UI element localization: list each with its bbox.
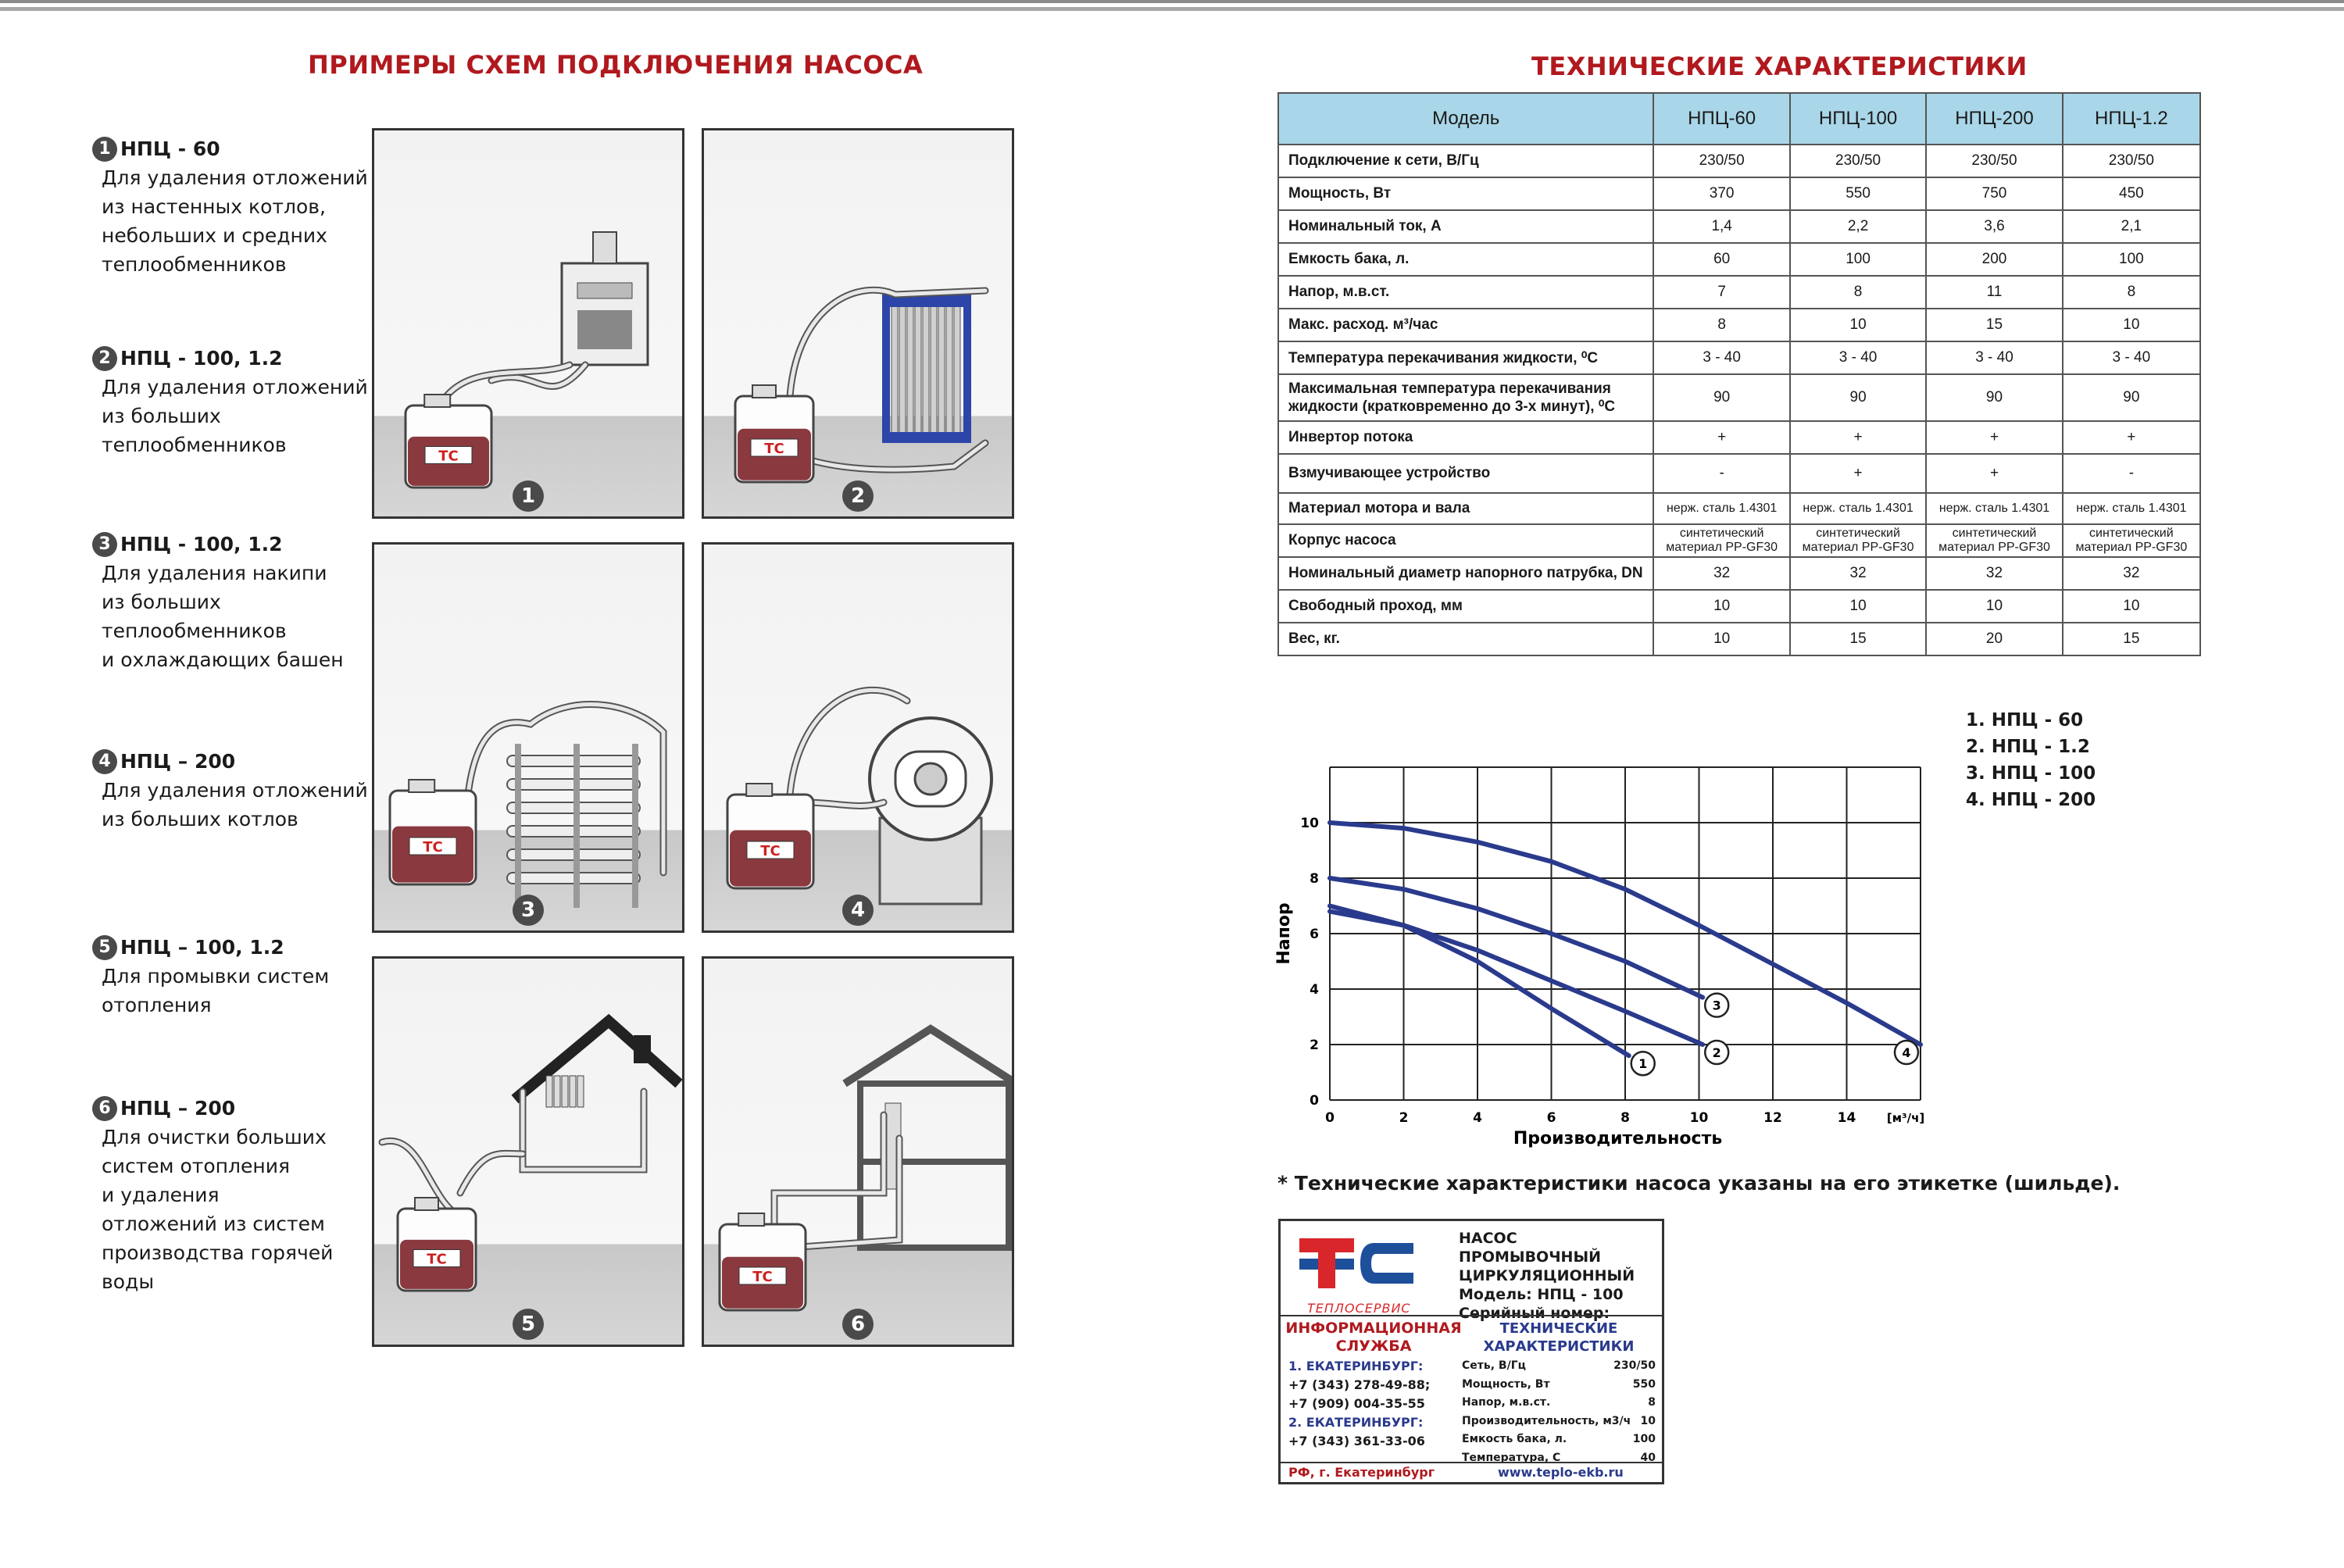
panel-number-badge: 6 — [842, 1309, 874, 1340]
x-tick-label: 10 — [1689, 1110, 1709, 1126]
tech-row-value: 10 — [1640, 1414, 1656, 1427]
spec-cell: 3 - 40 — [1653, 341, 1789, 374]
legend-item: 3. НПЦ - 100 — [1966, 763, 2096, 784]
example-title — [92, 933, 373, 962]
y-tick-label: 10 — [1300, 816, 1319, 831]
spec-row-label: Взмучивающее устройство — [1278, 454, 1653, 493]
spec-cell: 32 — [1926, 557, 2062, 590]
info-lines — [1288, 1357, 1430, 1451]
info-line: 1. ЕКАТЕРИНБУРГ: — [1288, 1359, 1424, 1373]
spec-row-label: Номинальный диаметр напорного патрубка, DN — [1278, 557, 1653, 590]
example-text-line: теплообменников — [102, 253, 287, 276]
spec-cell: 230/50 — [1653, 145, 1789, 177]
spec-table — [1277, 92, 2201, 656]
spec-row-label: Подключение к сети, В/Гц — [1278, 145, 1653, 177]
example-number-badge: 3 — [92, 532, 117, 557]
spec-row-label: Макс. расход. м³/час — [1278, 309, 1653, 341]
curve-series-3 — [1330, 878, 1703, 998]
spec-row — [1278, 623, 2200, 655]
scheme-drawing-6 — [704, 959, 1012, 1345]
tech-row — [1462, 1394, 1656, 1413]
x-tick-label: 4 — [1473, 1110, 1482, 1126]
info-line: +7 (343) 361-33-06 — [1288, 1434, 1425, 1448]
spec-cell: 8 — [1790, 276, 1926, 309]
curve-end-label: 3 — [1712, 998, 1721, 1013]
product-line-1: НАСОС ПРОМЫВОЧНЫЙ — [1459, 1230, 1602, 1266]
spec-cell: 60 — [1653, 243, 1789, 276]
scheme-drawing-5 — [374, 959, 682, 1345]
spec-cell: нерж. сталь 1.4301 — [1926, 493, 2062, 524]
legend-item: 4. НПЦ - 200 — [1966, 790, 2096, 810]
logo-mark-icon — [1296, 1232, 1421, 1302]
example-5 — [92, 933, 373, 1020]
tank-logo: ТС — [427, 1251, 447, 1268]
spec-header-cell: НПЦ-1.2 — [2063, 93, 2200, 145]
spec-row-label: Максимальная температура перекачивания жидкости (кратковременно до 3-х минут), ⁰С — [1278, 374, 1653, 421]
tech-row-key: Температура, С — [1462, 1451, 1561, 1464]
teploservis-logo — [1296, 1232, 1421, 1318]
spec-header-cell: НПЦ-100 — [1790, 93, 1926, 145]
x-tick-label: 0 — [1325, 1110, 1335, 1126]
curve-end-label: 2 — [1712, 1045, 1721, 1060]
example-text-line: Для удаления отложений — [102, 166, 368, 189]
spec-cell: 10 — [1653, 590, 1789, 623]
spec-cell: нерж. сталь 1.4301 — [2063, 493, 2200, 524]
example-title — [92, 530, 373, 559]
example-text-line: небольших и средних — [102, 224, 327, 247]
spec-cell: 1,4 — [1653, 210, 1789, 243]
spec-row — [1278, 145, 2200, 177]
spec-row — [1278, 177, 2200, 210]
spec-cell: 200 — [1926, 243, 2062, 276]
spec-cell: + — [1926, 421, 2062, 454]
legend-item: 1. НПЦ - 60 — [1966, 710, 2084, 730]
spec-row — [1278, 454, 2200, 493]
spec-cell: 370 — [1653, 177, 1789, 210]
example-text-line: и охлаждающих башен — [102, 648, 344, 671]
spec-row — [1278, 374, 2200, 421]
spec-row — [1278, 421, 2200, 454]
spec-cell: 8 — [2063, 276, 2200, 309]
spec-header-cell: Модель — [1278, 93, 1653, 145]
curve-end-label: 1 — [1638, 1056, 1648, 1072]
example-model: НПЦ – 200 — [120, 750, 236, 773]
chart-legend — [1966, 707, 2096, 813]
spec-cell: 15 — [2063, 623, 2200, 655]
example-text-line: отопления — [102, 994, 212, 1016]
scheme-drawing-1 — [374, 130, 682, 516]
curve-series-2 — [1330, 912, 1703, 1045]
tank-logo: ТС — [764, 441, 784, 457]
footer-website: www.teplo-ekb.ru — [1498, 1465, 1624, 1480]
spec-cell: 20 — [1926, 623, 2062, 655]
spec-cell: 230/50 — [1926, 145, 2062, 177]
spec-cell: 10 — [2063, 309, 2200, 341]
serial-number: Серийный номер: — [1459, 1305, 1610, 1322]
example-text-line: Для удаления отложений — [102, 376, 368, 398]
y-tick-label: 2 — [1310, 1038, 1319, 1053]
nameplate — [1278, 1219, 1664, 1484]
spec-row-label: Корпус насоса — [1278, 524, 1653, 557]
example-text-line: из больших — [102, 405, 221, 427]
y-tick-label: 6 — [1310, 927, 1319, 942]
example-number-badge: 4 — [92, 749, 117, 774]
top-rule — [0, 0, 2344, 17]
example-2 — [92, 344, 373, 459]
spec-cell: - — [2063, 454, 2200, 493]
example-number-badge: 6 — [92, 1096, 117, 1121]
tank-logo: ТС — [438, 448, 459, 465]
spec-row — [1278, 276, 2200, 309]
tech-row — [1462, 1357, 1656, 1376]
example-text-line: Для удаления накипи — [102, 562, 327, 584]
example-text-line: производства горячей — [102, 1241, 334, 1264]
spec-cell: + — [1653, 421, 1789, 454]
spec-cell: 3 - 40 — [1926, 341, 2062, 374]
logo-name: ТЕПЛОСЕРВИС — [1307, 1301, 1411, 1316]
spec-cell: 11 — [1926, 276, 2062, 309]
example-text-line: воды — [102, 1270, 155, 1293]
right-page-title: ТЕХНИЧЕСКИЕ ХАРАКТЕРИСТИКИ — [1531, 52, 2028, 81]
scheme-drawing-4 — [704, 545, 1012, 930]
spec-cell: 90 — [1926, 374, 2062, 421]
spec-cell: нерж. сталь 1.4301 — [1790, 493, 1926, 524]
spec-cell: 90 — [2063, 374, 2200, 421]
example-number-badge: 1 — [92, 137, 117, 162]
spec-row-label: Емкость бака, л. — [1278, 243, 1653, 276]
tech-row-value: 8 — [1648, 1396, 1656, 1409]
tech-row-value: 100 — [1632, 1433, 1656, 1445]
y-tick-label: 0 — [1310, 1093, 1319, 1109]
diagram-panel-2 — [702, 128, 1014, 519]
legend-item: 2. НПЦ - 1.2 — [1966, 737, 2090, 757]
y-axis-label: Напор — [1274, 902, 1294, 965]
info-line: 2. ЕКАТЕРИНБУРГ: — [1288, 1415, 1424, 1430]
spec-row-label: Инвертор потока — [1278, 421, 1653, 454]
x-tick-label: 12 — [1763, 1110, 1782, 1126]
tech-row-value: 550 — [1632, 1377, 1656, 1391]
scheme-drawing-2 — [704, 130, 1012, 516]
spec-row-label: Мощность, Вт — [1278, 177, 1653, 210]
tech-rows — [1462, 1357, 1656, 1467]
example-model: НПЦ - 100, 1.2 — [120, 533, 283, 555]
spec-cell: 90 — [1790, 374, 1926, 421]
spec-cell: 3 - 40 — [2063, 341, 2200, 374]
spec-row-label: Номинальный ток, А — [1278, 210, 1653, 243]
spec-row — [1278, 243, 2200, 276]
spec-cell: 15 — [1790, 623, 1926, 655]
diagram-panel-5 — [372, 956, 684, 1347]
spec-header-cell: НПЦ-200 — [1926, 93, 2062, 145]
spec-cell: 10 — [2063, 590, 2200, 623]
spec-cell: 10 — [1926, 590, 2062, 623]
spec-row — [1278, 590, 2200, 623]
example-model: НПЦ - 100, 1.2 — [120, 347, 283, 370]
x-tick-label: 2 — [1399, 1110, 1409, 1126]
y-tick-label: 4 — [1310, 982, 1319, 998]
spec-cell: 10 — [1790, 309, 1926, 341]
example-1 — [92, 134, 373, 279]
x-tick-label: 14 — [1837, 1110, 1856, 1126]
spec-cell: + — [2063, 421, 2200, 454]
spec-cell: 8 — [1653, 309, 1789, 341]
spec-cell: нерж. сталь 1.4301 — [1653, 493, 1789, 524]
spec-cell: синтетический материал PP-GF30 — [2063, 524, 2200, 557]
spec-cell: 750 — [1926, 177, 2062, 210]
example-text-line: систем отопления — [102, 1155, 290, 1177]
example-text-line: и удаления — [102, 1184, 220, 1206]
spec-cell: синтетический материал PP-GF30 — [1926, 524, 2062, 557]
spec-cell: 2,2 — [1790, 210, 1926, 243]
example-text-line: из настенных котлов, — [102, 195, 326, 218]
x-unit-label: [м³/ч] — [1886, 1111, 1925, 1125]
example-text-line: из больших котлов — [102, 808, 298, 830]
panel-number-badge: 5 — [513, 1309, 544, 1340]
example-model: НПЦ – 200 — [120, 1097, 236, 1120]
tech-row-key: Сеть, В/Гц — [1462, 1359, 1527, 1372]
diagram-panel-4 — [702, 542, 1014, 933]
example-text-line: Для удаления отложений — [102, 779, 368, 802]
spec-cell: 10 — [1653, 623, 1789, 655]
example-3 — [92, 530, 373, 674]
example-title — [92, 1094, 373, 1123]
example-title — [92, 344, 373, 373]
info-title-1: ИНФОРМАЦИОННАЯ — [1285, 1320, 1462, 1337]
spec-cell: 2,1 — [2063, 210, 2200, 243]
spec-row — [1278, 341, 2200, 374]
example-model: НПЦ - 60 — [120, 138, 220, 160]
pump-curve-chart — [1266, 688, 1953, 1148]
y-tick-label: 8 — [1310, 871, 1319, 887]
tank-logo: ТС — [423, 839, 443, 855]
example-6 — [92, 1094, 373, 1296]
diagram-panel-6 — [702, 956, 1014, 1347]
spec-cell: 100 — [2063, 243, 2200, 276]
panel-number-badge: 1 — [513, 480, 544, 512]
info-line: +7 (909) 004-35-55 — [1288, 1396, 1425, 1411]
tech-row-value: 230/50 — [1613, 1359, 1656, 1372]
spec-row-label: Температура перекачивания жидкости, ⁰С — [1278, 341, 1653, 374]
panel-number-badge: 2 — [842, 480, 874, 512]
tech-row-key: Напор, м.в.ст. — [1462, 1396, 1551, 1409]
spec-cell: 230/50 — [2063, 145, 2200, 177]
example-model: НПЦ – 100, 1.2 — [120, 936, 284, 959]
spec-table-body — [1278, 145, 2200, 655]
x-tick-label: 6 — [1546, 1110, 1556, 1126]
info-title-2: СЛУЖБА — [1335, 1338, 1412, 1355]
spec-cell: 3 - 40 — [1790, 341, 1926, 374]
tech-row — [1462, 1376, 1656, 1395]
spec-cell: 230/50 — [1790, 145, 1926, 177]
spec-row-label: Напор, м.в.ст. — [1278, 276, 1653, 309]
spec-row — [1278, 493, 2200, 524]
footer-location: РФ, г. Екатеринбург — [1288, 1465, 1435, 1480]
tech-row-key: Производительность, м3/ч — [1462, 1414, 1631, 1427]
spec-cell: синтетический материал PP-GF30 — [1653, 524, 1789, 557]
example-text-line: теплообменников — [102, 434, 287, 456]
spec-cell: 32 — [1790, 557, 1926, 590]
example-text-line: Для промывки систем — [102, 965, 330, 988]
spec-cell: синтетический материал PP-GF30 — [1790, 524, 1926, 557]
tech-title-2: ХАРАКТЕРИСТИКИ — [1483, 1338, 1635, 1355]
info-line: +7 (343) 278-49-88; — [1288, 1377, 1431, 1392]
diagram-panel-3 — [372, 542, 684, 933]
example-text-line: теплообменников — [102, 620, 287, 642]
tech-row-value: 40 — [1640, 1451, 1656, 1464]
tech-row-key: Мощность, Вт — [1462, 1377, 1550, 1391]
curve-end-label: 4 — [1902, 1045, 1911, 1060]
diagram-panel-1 — [372, 128, 684, 519]
spec-cell: + — [1926, 454, 2062, 493]
example-number-badge: 2 — [92, 346, 117, 371]
tank-logo: ТС — [760, 843, 781, 859]
spec-cell: 7 — [1653, 276, 1789, 309]
tech-row — [1462, 1413, 1656, 1431]
product-line-2: ЦИРКУЛЯЦИОННЫЙ — [1459, 1267, 1635, 1284]
spec-cell: 32 — [2063, 557, 2200, 590]
spec-cell: 90 — [1653, 374, 1789, 421]
spec-row — [1278, 557, 2200, 590]
example-number-badge: 5 — [92, 935, 117, 960]
spec-header-cell: НПЦ-60 — [1653, 93, 1789, 145]
spec-row-label: Свободный проход, мм — [1278, 590, 1653, 623]
scheme-drawing-3 — [374, 545, 682, 930]
spec-cell: 100 — [1790, 243, 1926, 276]
panel-number-badge: 3 — [513, 895, 544, 926]
spec-table-header — [1278, 93, 2200, 145]
left-page-title: ПРИМЕРЫ СХЕМ ПОДКЛЮЧЕНИЯ НАСОСА — [308, 50, 924, 80]
spec-cell: 32 — [1653, 557, 1789, 590]
example-title — [92, 747, 373, 776]
spec-row — [1278, 309, 2200, 341]
nameplate-note: * Технические характеристики насоса указаны на его этикетке (шильде). — [1277, 1172, 2121, 1195]
tech-row — [1462, 1430, 1656, 1449]
panel-number-badge: 4 — [842, 895, 874, 926]
example-text-line: из больших — [102, 591, 221, 613]
spec-cell: 3,6 — [1926, 210, 2062, 243]
spec-cell: + — [1790, 454, 1926, 493]
example-text-line: отложений из систем — [102, 1213, 325, 1235]
spec-cell: 15 — [1926, 309, 2062, 341]
curve-series-1 — [1330, 906, 1629, 1056]
spec-cell: + — [1790, 421, 1926, 454]
example-title — [92, 134, 373, 163]
spec-cell: 10 — [1790, 590, 1926, 623]
tank-logo: ТС — [752, 1269, 773, 1285]
x-tick-label: 8 — [1620, 1110, 1630, 1126]
tech-title-1: ТЕХНИЧЕСКИЕ — [1499, 1320, 1618, 1337]
product-model: Модель: НПЦ - 100 — [1459, 1286, 1624, 1303]
spec-cell: 550 — [1790, 177, 1926, 210]
x-axis-label: Производительность — [1513, 1129, 1723, 1148]
spec-row — [1278, 210, 2200, 243]
example-4 — [92, 747, 373, 834]
spec-row-label: Вес, кг. — [1278, 623, 1653, 655]
spec-cell: - — [1653, 454, 1789, 493]
spec-row-label: Материал мотора и вала — [1278, 493, 1653, 524]
tech-row-key: Емкость бака, л. — [1462, 1433, 1567, 1445]
example-text-line: Для очистки больших — [102, 1126, 327, 1148]
spec-row — [1278, 524, 2200, 557]
spec-cell: 450 — [2063, 177, 2200, 210]
